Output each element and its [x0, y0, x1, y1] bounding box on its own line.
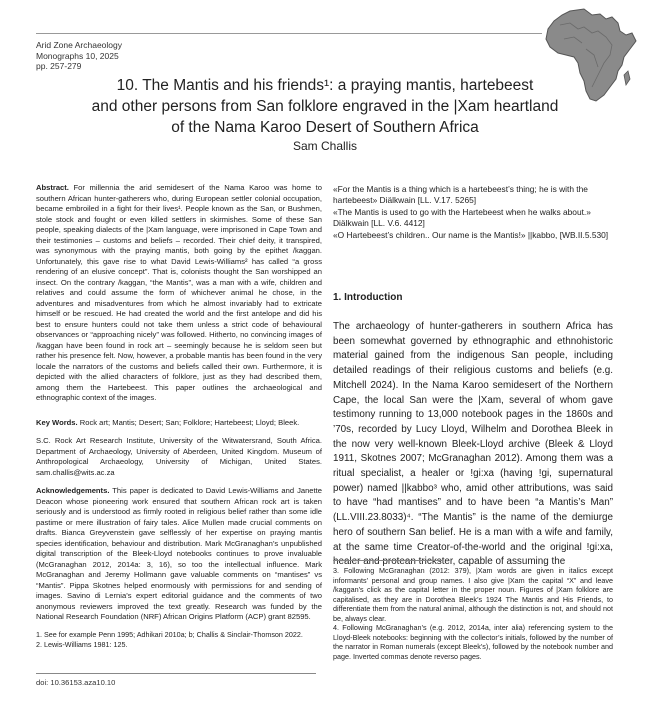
journal-name: Arid Zone Archaeology: [36, 40, 122, 50]
series-info: [36, 40, 122, 72]
keywords: [36, 418, 322, 429]
doi: doi: 10.36153.aza10.10: [36, 678, 116, 687]
monograph-number: Monographs 10, 2025: [36, 50, 119, 61]
left-footnotes: [36, 630, 322, 649]
doi-rule: [36, 673, 316, 674]
epigraph-quote-3: «O Hartebeest’s children.. Our name is the Mantis!» ||kabbo, [WB.II.5.530]: [333, 229, 609, 240]
acknowledgements-label: Acknowledgements.: [36, 486, 110, 495]
keywords-text: Rock art; Mantis; Desert; San; Folklore; Hartebeest; Lloyd; Bleek.: [79, 418, 300, 427]
header-rule: [36, 33, 542, 34]
abstract-label: Abstract.: [36, 183, 69, 192]
section-heading: 1. Introduction: [333, 292, 403, 303]
article-title: [60, 75, 590, 138]
footnote-4: 4. Following McGranaghan’s (e.g. 2012, 2014a, inter alia) referencing system to the Lloyd-Bleek notebooks: beginning with the collector’s initials, followed by the number of the narrator in Roman numerals (except Bleek’s), followed by the notebook number and page. Inverted commas denote reverso pages.: [333, 623, 613, 661]
affiliation-text: S.C. Rock Art Research Institute, University of the Witwatersrand, South Africa. Department of Archaeology, University of Aberdeen, United Kingdom. Museum of Anthropological Archaeology, University of Michigan, United States. sam.challis@wits.ac.za: [36, 436, 322, 477]
footnote-1: 1. See for example Penn 1995; Adhikari 2010a; b; Challis & Sinclair-Thomson 2022.: [36, 630, 303, 639]
acknowledgements: [36, 486, 322, 623]
author-name: Sam Challis: [292, 139, 358, 153]
epigraph-quote-2: «The Mantis is used to go with the Hartebeest when he walks about.» Diälkwain [LL. V.6. 4412]: [333, 206, 591, 229]
title-line-3: of the Nama Karoo Desert of Southern Africa: [171, 119, 479, 136]
title-line-2: and other persons from San folklore engraved in the |Xam heartland: [91, 98, 559, 115]
page-range: pp. 257-279: [36, 61, 82, 71]
footnote-rule: [333, 560, 443, 561]
keywords-label: Key Words.: [36, 418, 78, 427]
footnote-3: 3. Following McGranaghan (2012: 379), |Xam words are given in italics except informants’ personal and group names. I also give |Xam the capital “X” and leave /kaggan’s click as the capital letter in the proper noun. Figures of |Xam folklore are capitalised, as they are in Dorothea Bleek’s 1924 The Mantis and His Friends, to differentiate them from the natural animal, although the distinction is not, and should not be, always clear.: [333, 566, 613, 623]
abstract: [36, 183, 322, 404]
affiliation: [36, 436, 322, 478]
right-footnotes: [333, 566, 613, 661]
introduction-text: The archaeology of hunter-gatherers in southern Africa has been somewhat governed by ethnographic and ethnohistoric material gained from the indigenous San people, including detailed readings of their religious customs and beliefs (e.g. Mitchell 2024). In the Nama Karoo semidesert of the Northern Cape, the local San were the |Xam, several of whom gave testimony running to 13,000 notebook pages in the 1860s and ’70s, recorded by Lucy Lloyd, Wilhelm and Dorothea Bleek in the now very well-known Bleek-Lloyd archive (Bleek & Lloyd 1911, Skotnes 2007; McGranaghan 2012). Among them was a ritual specialist, a healer or !gi:xa (having !gi, supernatural power) named ||kabbo³ who, amid other attributions, was said to have “had mantises” and to have been “a Mantis’s Man” (LL.VIII.23.8033)⁴. “The Mantis” is the name of the demiurge hero of southern San belief. He is a man with a wife and family, at the same time Creator-of-the-world and the original !gi:xa, healer and protean trickster, capable of assuming the: [333, 321, 613, 568]
epigraph-quote-1: «For the Mantis is a thing which is a hartebeest’s thing; he is with the hartebeest» Diälkwain [LL. V.17. 5265]: [333, 184, 588, 206]
title-line-1: 10. The Mantis and his friends¹: a praying mantis, hartebeest: [116, 77, 534, 94]
epigraph: [333, 184, 613, 241]
acknowledgements-text: This paper is dedicated to David Lewis-Williams and Janette Deacon whose pioneering work ensured that southern African rock art is taken seriously and is understood as firmly rooted in religious belief rather than some idle pastime or mere illustration of fairy tales. Alice Mullen made crucial comments on drafts. Bianca Greyvenstein gave selflessly of her expertise on praying mantis species identification, behaviour and distribution. Mark McGranaghan’s unpublished digital transcription of the Bleek-Lloyd notebooks continues to prove invaluable (McGranaghan 2012, 2014a: 3, 16), so too the intellectual influence. Mark McGranaghan and Jeremy Hollmann gave valuable comments on “mantises” vs “Mantis”. Pippa Skotnes helped enormously with permissions for and sending of images. Savino di Lernia’s expert editorial guidance and the comments of two anonymous reviewers improved the text greatly. Research was funded by the National Research Foundation (NRF) African Origins Platform (ACP) grant 82595.: [36, 486, 322, 621]
abstract-text: For millennia the arid semidesert of the Nama Karoo was home to southern African hunter-gatherers who, during European settler colonial occupation, became embroiled in a fight for their lives¹. People known as the San, or Bushmen, stole stock and fought or even killed settlers in skirmishes. Some of these San people, speaking dialects of the |Xam language, were imprisoned in Cape Town and their testimonies – customs and beliefs – recorded. Their chief deity, it transpired, was synonymous with the praying mantis, both going by the epithet /kaggan. Unfortunately, this gave rise to what David Lewis-Williams² has called “a gross rendering of an elusive concept”. That is, colonists thought the San worshipped an insect. On the contrary /kaggan, “the Mantis”, was a man with a wife, children and relatives and could assume the form of whichever animal he chose, in the adventures and misadventures from which he almost invariably had to extricate himself or be rescued. He had created the world and the first antelope and did his best to ensure hunters could not take them unless a strict code of behavioural observances or “approaching nicely” was followed. Hitherto, no convincing images of /kaggan have been found in rock art – seemingly because he is seldom seen but rather his presence felt. Now, however, a probable mantis has been found in the very locale the narrators of the customs and beliefs called their own. Furthermore, it is depicted with the allied characters of folklore, just as they had described them, among them the Hartebeest. This paper outlines the archaeological and ethnographic context of the images.: [36, 183, 322, 402]
footnote-2: 2. Lewis-Williams 1981: 125.: [36, 639, 128, 649]
